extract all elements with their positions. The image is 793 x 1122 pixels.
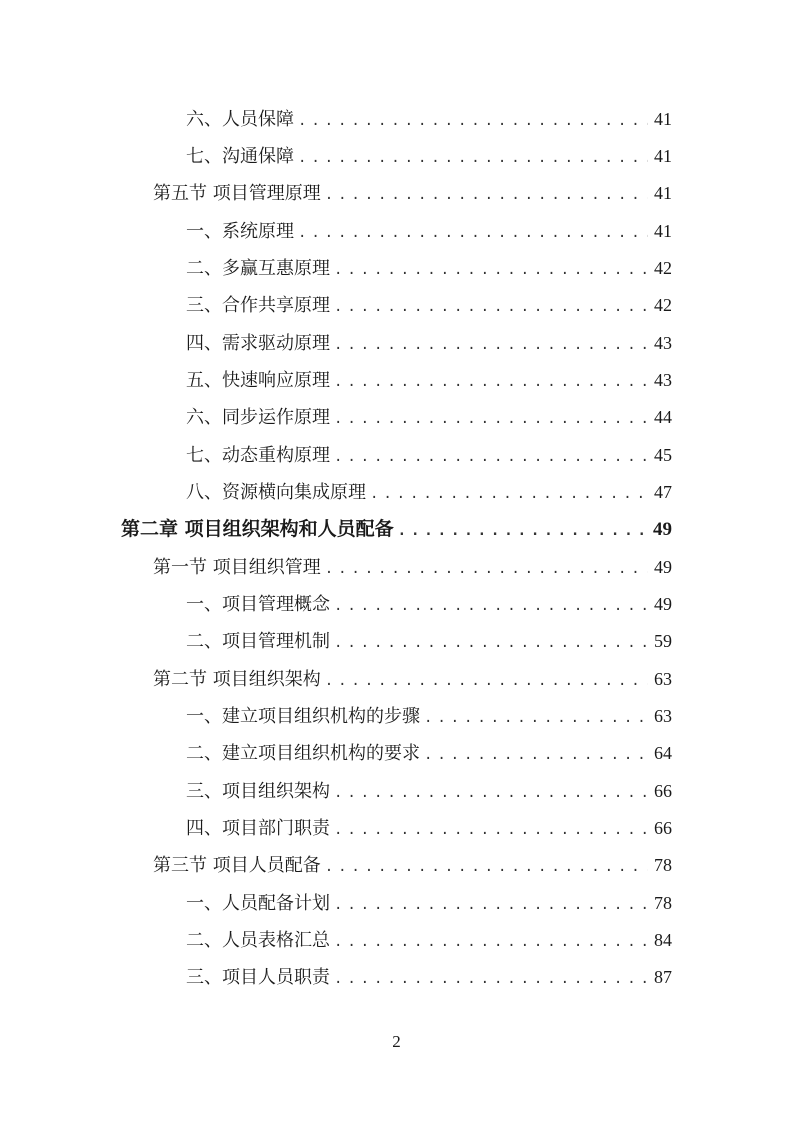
toc-entry-page: 87 [654, 967, 672, 987]
toc-chapter-entry[interactable] [121, 514, 672, 544]
toc-leader-dots [298, 143, 648, 173]
toc-entry-page: 42 [654, 258, 672, 278]
toc-leader-dots [298, 106, 648, 136]
toc-entry[interactable] [186, 962, 672, 992]
toc-entry-title: 第二节 项目组织架构 [153, 669, 321, 690]
toc-leader-dots [325, 852, 648, 882]
toc-entry-title: 六、同步运作原理 [186, 407, 330, 428]
toc-leader-dots [334, 890, 648, 920]
toc-entry-title: 二、人员表格汇总 [186, 930, 330, 951]
toc-leader-dots [334, 815, 648, 845]
toc-entry-page: 66 [654, 818, 672, 838]
toc-leader-dots [334, 330, 648, 360]
toc-entry[interactable] [186, 477, 672, 507]
toc-entry-title: 一、系统原理 [186, 221, 294, 242]
toc-entry-page: 41 [654, 146, 672, 166]
toc-entry-page: 41 [654, 221, 672, 241]
toc-entry-page: 59 [654, 631, 672, 651]
toc-entry[interactable] [186, 626, 672, 656]
toc-leader-dots [325, 554, 648, 584]
toc-entry[interactable] [186, 104, 672, 134]
toc-leader-dots [334, 404, 648, 434]
toc-entry-title: 第五节 项目管理原理 [153, 183, 321, 204]
toc-entry-page: 49 [654, 557, 672, 577]
toc-entry[interactable] [153, 178, 672, 208]
toc-leader-dots [370, 479, 648, 509]
toc-entry-page: 47 [654, 482, 672, 502]
toc-entry-page: 45 [654, 445, 672, 465]
toc-entry-title: 七、沟通保障 [186, 146, 294, 167]
toc-leader-dots [334, 591, 648, 621]
page-number: 2 [392, 1032, 401, 1051]
toc-entry-page: 66 [654, 781, 672, 801]
toc-leader-dots [334, 778, 648, 808]
toc-entry-title: 二、项目管理机制 [186, 631, 330, 652]
toc-leader-dots [424, 703, 648, 733]
toc-entry-title: 七、动态重构原理 [186, 445, 330, 466]
toc-entry-title: 三、合作共享原理 [186, 295, 330, 316]
toc-entry[interactable] [153, 664, 672, 694]
toc-entry-page: 78 [654, 855, 672, 875]
toc-leader-dots [334, 927, 648, 957]
toc-entry-title: 第二章 项目组织架构和人员配备 [121, 518, 394, 540]
toc-entry-page: 78 [654, 893, 672, 913]
toc-entry-page: 43 [654, 370, 672, 390]
toc-entry-title: 三、项目人员职责 [186, 967, 330, 988]
toc-leader-dots [298, 218, 648, 248]
toc-entry-title: 四、项目部门职责 [186, 818, 330, 839]
toc-leader-dots [325, 180, 648, 210]
toc-leader-dots [334, 964, 648, 994]
toc-entry[interactable] [153, 552, 672, 582]
toc-entry-page: 41 [654, 109, 672, 129]
toc-entry-title: 八、资源横向集成原理 [186, 482, 366, 503]
toc-entry-title: 二、建立项目组织机构的要求 [186, 743, 420, 764]
toc-entry-page: 42 [654, 295, 672, 315]
toc-entry-page: 43 [654, 333, 672, 353]
toc-entry-title: 二、多赢互惠原理 [186, 258, 330, 279]
toc-entry-title: 三、项目组织架构 [186, 781, 330, 802]
toc-entry-title: 四、需求驱动原理 [186, 333, 330, 354]
toc-entry[interactable] [186, 141, 672, 171]
toc-entry[interactable] [186, 402, 672, 432]
toc-leader-dots [424, 740, 648, 770]
toc-entry-page: 84 [654, 930, 672, 950]
toc-entry-page: 63 [654, 669, 672, 689]
toc-entry[interactable] [186, 290, 672, 320]
toc-entry-title: 第一节 项目组织管理 [153, 557, 321, 578]
toc-entry[interactable] [186, 701, 672, 731]
toc-entry[interactable] [186, 589, 672, 619]
toc-entry[interactable] [186, 365, 672, 395]
toc-entry-page: 49 [654, 594, 672, 614]
toc-entry[interactable] [186, 253, 672, 283]
toc-entry[interactable] [186, 440, 672, 470]
toc-entry[interactable] [186, 216, 672, 246]
toc-leader-dots [334, 255, 648, 285]
toc-leader-dots [325, 666, 648, 696]
toc-entry[interactable] [186, 328, 672, 358]
toc-entry[interactable] [186, 888, 672, 918]
toc-entry-page: 49 [653, 519, 672, 540]
toc-entry[interactable] [186, 813, 672, 843]
toc-entry-title: 一、人员配备计划 [186, 893, 330, 914]
toc-entry-page: 64 [654, 743, 672, 763]
toc-entry[interactable] [186, 738, 672, 768]
toc-entry-title: 五、快速响应原理 [186, 370, 330, 391]
toc-entry-title: 第三节 项目人员配备 [153, 855, 321, 876]
toc-leader-dots [334, 292, 648, 322]
toc-leader-dots [398, 516, 647, 546]
toc-entry[interactable] [186, 925, 672, 955]
toc-entry-title: 一、项目管理概念 [186, 594, 330, 615]
toc-leader-dots [334, 367, 648, 397]
toc-entry-page: 41 [654, 183, 672, 203]
toc-leader-dots [334, 628, 648, 658]
toc-entry-title: 六、人员保障 [186, 109, 294, 130]
toc-entry[interactable] [186, 776, 672, 806]
toc-entry-title: 一、建立项目组织机构的步骤 [186, 706, 420, 727]
toc-leader-dots [334, 442, 648, 472]
toc-entry-page: 44 [654, 407, 672, 427]
toc-entry[interactable] [153, 850, 672, 880]
toc-entry-page: 63 [654, 706, 672, 726]
